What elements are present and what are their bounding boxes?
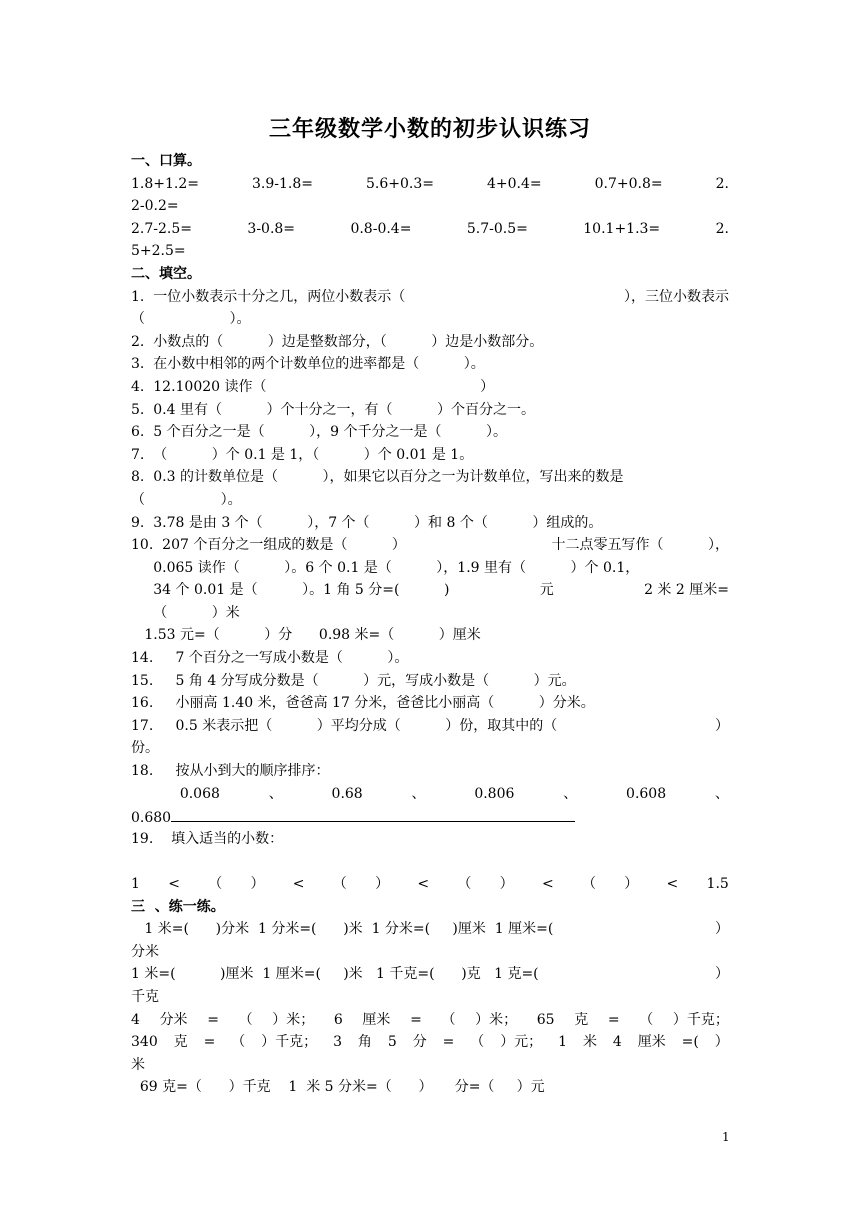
worksheet-line: 9. 3.78 是由 3 个（ ），7 个（ ）和 8 个（ ）组成的。 <box>131 514 603 531</box>
line-segment: 340 <box>131 1034 158 1051</box>
line-segment: 米 <box>582 1034 597 1051</box>
line-segment: 克 <box>173 1034 188 1051</box>
line-segment: ） <box>624 876 639 892</box>
worksheet-line: 7. （ ）个 0.1 是 1，（ ）个 0.01 是 1。 <box>131 446 474 463</box>
worksheet-line <box>131 783 729 806</box>
worksheet-line <box>131 173 729 196</box>
worksheet-line <box>131 218 729 241</box>
worksheet-line: 1.53 元=（ ）分 0.98 米=（ ）厘米 <box>131 627 481 644</box>
line-segment: 1 <box>131 876 140 892</box>
line-segment: 0.68 <box>331 785 363 802</box>
worksheet-line: 千克 <box>131 988 159 1005</box>
line-segment: （ <box>470 1034 485 1051</box>
line-segment: ）千克； <box>672 1011 729 1028</box>
line-segment: < <box>417 876 430 892</box>
worksheet-line: （ ）米 <box>131 604 240 621</box>
line-segment: 角 <box>357 1034 372 1051</box>
worksheet-line: 3. 在小数中相邻的两个计数单位的进率都是（ ）。 <box>131 356 485 373</box>
line-segment: ） <box>715 717 729 734</box>
line-segment: （ <box>581 876 596 892</box>
line-segment: 十二点零五写作（ ）， <box>551 537 729 554</box>
line-segment: 0.068 <box>179 785 220 802</box>
line-segment: 厘米 <box>637 1034 666 1051</box>
line-segment: 元 <box>539 582 554 599</box>
line-segment: ） <box>714 1034 729 1051</box>
worksheet-line: 份。 <box>131 740 159 757</box>
line-segment: 2 米 2 厘米= <box>644 582 729 599</box>
line-segment: < <box>541 876 554 892</box>
line-segment: 3 <box>333 1034 342 1051</box>
line-segment: 10.1+1.3= <box>583 220 661 237</box>
line-segment: （ <box>441 1011 456 1028</box>
line-segment: 1 <box>558 1034 568 1051</box>
worksheet-line: 69 克=（ ）千克 1 米 5 分米=（ ） 分=（ ）元 <box>131 1079 545 1096</box>
line-segment: 8. 0.3 的计数单位是（ ），如果它以百分之一为计数单位，写出来的数是 <box>131 469 624 486</box>
section-heading: 三 、练一练。 <box>131 898 225 915</box>
section-heading: 二、填空。 <box>131 265 201 282</box>
line-segment: （ <box>457 876 472 892</box>
line-segment: = <box>607 1011 620 1028</box>
line-segment: 4 <box>131 1011 140 1028</box>
line-segment: ） <box>250 876 265 892</box>
line-segment: ）米； <box>475 1011 518 1028</box>
line-segment: （ <box>231 1034 246 1051</box>
line-segment: 0.608 <box>626 785 667 802</box>
line-segment: 3-0.8= <box>247 220 296 237</box>
line-segment: 0.806 <box>474 785 515 802</box>
line-segment: ） <box>715 966 729 983</box>
section-heading: 一、口算。 <box>131 153 201 169</box>
line-segment: （ <box>332 876 347 892</box>
line-segment: ） <box>715 921 729 938</box>
worksheet-line <box>131 918 729 941</box>
page-number: 1 <box>722 1130 730 1144</box>
line-segment: （ <box>238 1011 253 1028</box>
worksheet-line: 6. 5 个百分之一是（ ），9 个千分之一是（ ）。 <box>131 424 507 441</box>
worksheet-line: 15. 5 角 4 分写成分数是（ ）元，写成小数是（ ）元。 <box>131 672 576 689</box>
worksheet-line <box>131 963 729 986</box>
line-segment: 4+0.4= <box>487 175 542 192</box>
worksheet-line <box>131 534 729 557</box>
line-segment: 0.7+0.8= <box>594 175 663 192</box>
worksheet-line <box>131 1031 729 1054</box>
worksheet-body <box>131 150 729 1099</box>
worksheet-line <box>131 1009 729 1032</box>
line-segment: = <box>410 1011 422 1028</box>
line-segment: ） <box>375 876 390 892</box>
line-segment: 10. 207 个百分之一组成的数是（ ） <box>131 537 406 554</box>
line-segment: 5 <box>387 1034 397 1051</box>
line-segment: 0.8-0.4= <box>350 220 412 237</box>
answer-underline <box>171 805 575 822</box>
line-segment: 、 <box>714 785 729 802</box>
worksheet-line: 5+2.5= <box>131 243 186 260</box>
line-segment: 1 米=( )分米 1 分米=( )米 1 分米=( )厘米 1 厘米=( <box>131 921 554 938</box>
line-segment: ）元； <box>500 1034 543 1051</box>
worksheet-line: 5. 0.4 里有（ ）个十分之一，有（ ）个百分之一。 <box>131 401 535 418</box>
line-segment: 1.5 <box>706 876 729 892</box>
worksheet-line <box>131 805 729 828</box>
line-segment: 6 <box>333 1011 343 1028</box>
worksheet-line <box>131 579 729 602</box>
line-segment: （ <box>208 876 223 892</box>
worksheet-line <box>131 873 729 896</box>
line-segment: = <box>442 1034 455 1051</box>
line-segment: ） <box>499 876 514 892</box>
line-segment: < <box>292 876 305 892</box>
line-segment: 1.8+1.2= <box>131 175 199 192</box>
worksheet-line <box>131 286 729 309</box>
worksheet-line: 2. 小数点的（ ）边是整数部分，（ ）边是小数部分。 <box>131 333 544 350</box>
worksheet-line: 19. 填入适当的小数： <box>131 830 284 847</box>
line-segment: ）千克； <box>261 1034 318 1051</box>
line-segment: 4 <box>612 1034 622 1051</box>
line-segment: < <box>168 876 180 892</box>
worksheet-line: 18. 按从小到大的顺序排序： <box>131 763 330 780</box>
worksheet-line: 分米 <box>131 943 159 960</box>
worksheet-line: （ ）。 <box>131 311 251 328</box>
line-segment: 分米 <box>159 1011 188 1028</box>
line-segment: 65 <box>536 1011 555 1028</box>
line-segment: 、 <box>411 785 426 802</box>
line-segment: 2.7-2.5= <box>131 220 192 237</box>
line-segment: 5.6+0.3= <box>366 175 434 192</box>
page-title: 三年级数学小数的初步认识练习 <box>268 116 591 142</box>
line-segment: 2. <box>715 175 729 192</box>
worksheet-line: 4. 12.10020 读作（ ） <box>131 378 495 395</box>
line-segment: < <box>666 876 679 892</box>
worksheet-line <box>131 715 729 738</box>
line-text: 0.680 <box>131 810 172 827</box>
line-segment: =( <box>681 1034 699 1051</box>
line-segment: 17. 0.5 米表示把（ ）平均分成（ ）份，取其中的（ <box>131 717 558 734</box>
line-segment: （ <box>639 1011 654 1028</box>
worksheet-line: 0.065 读作（ ）。6 个 0.1 是（ ），1.9 里有（ ）个 0.1， <box>131 559 640 576</box>
line-segment: ），三位小数表示 <box>624 288 729 305</box>
line-segment: 2. <box>715 220 729 237</box>
worksheet-line: 16. 小丽高 1.40 米，爸爸高 17 分米，爸爸比小丽高（ ）分米。 <box>131 695 595 712</box>
worksheet-line: 米 <box>131 1056 145 1073</box>
line-segment: 34 个 0.01 是（ ）。1 角 5 分=( ) <box>131 582 450 599</box>
line-segment: = <box>207 1011 219 1028</box>
line-segment: 克 <box>574 1011 589 1028</box>
worksheet-line: 14. 7 个百分之一写成小数是（ ）。 <box>131 650 409 667</box>
line-segment: 5.7-0.5= <box>466 220 528 237</box>
line-segment: 分 <box>412 1034 427 1051</box>
line-segment: ）米； <box>272 1011 315 1028</box>
line-segment: 3.9-1.8= <box>252 175 313 192</box>
line-segment: 1 米=( )厘米 1 厘米=( )米 1 千克=( )克 1 克=( <box>131 966 539 983</box>
worksheet-line <box>131 466 729 489</box>
line-segment: = <box>203 1034 216 1051</box>
line-segment: 厘米 <box>362 1011 391 1028</box>
line-segment: 1. 一位小数表示十分之几，两位小数表示（ <box>131 288 406 305</box>
worksheet-line <box>131 850 729 873</box>
worksheet-line: 2-0.2= <box>131 198 179 215</box>
line-segment: 、 <box>563 785 578 802</box>
line-segment: 、 <box>268 785 283 802</box>
worksheet-line: （ ）。 <box>131 491 242 508</box>
